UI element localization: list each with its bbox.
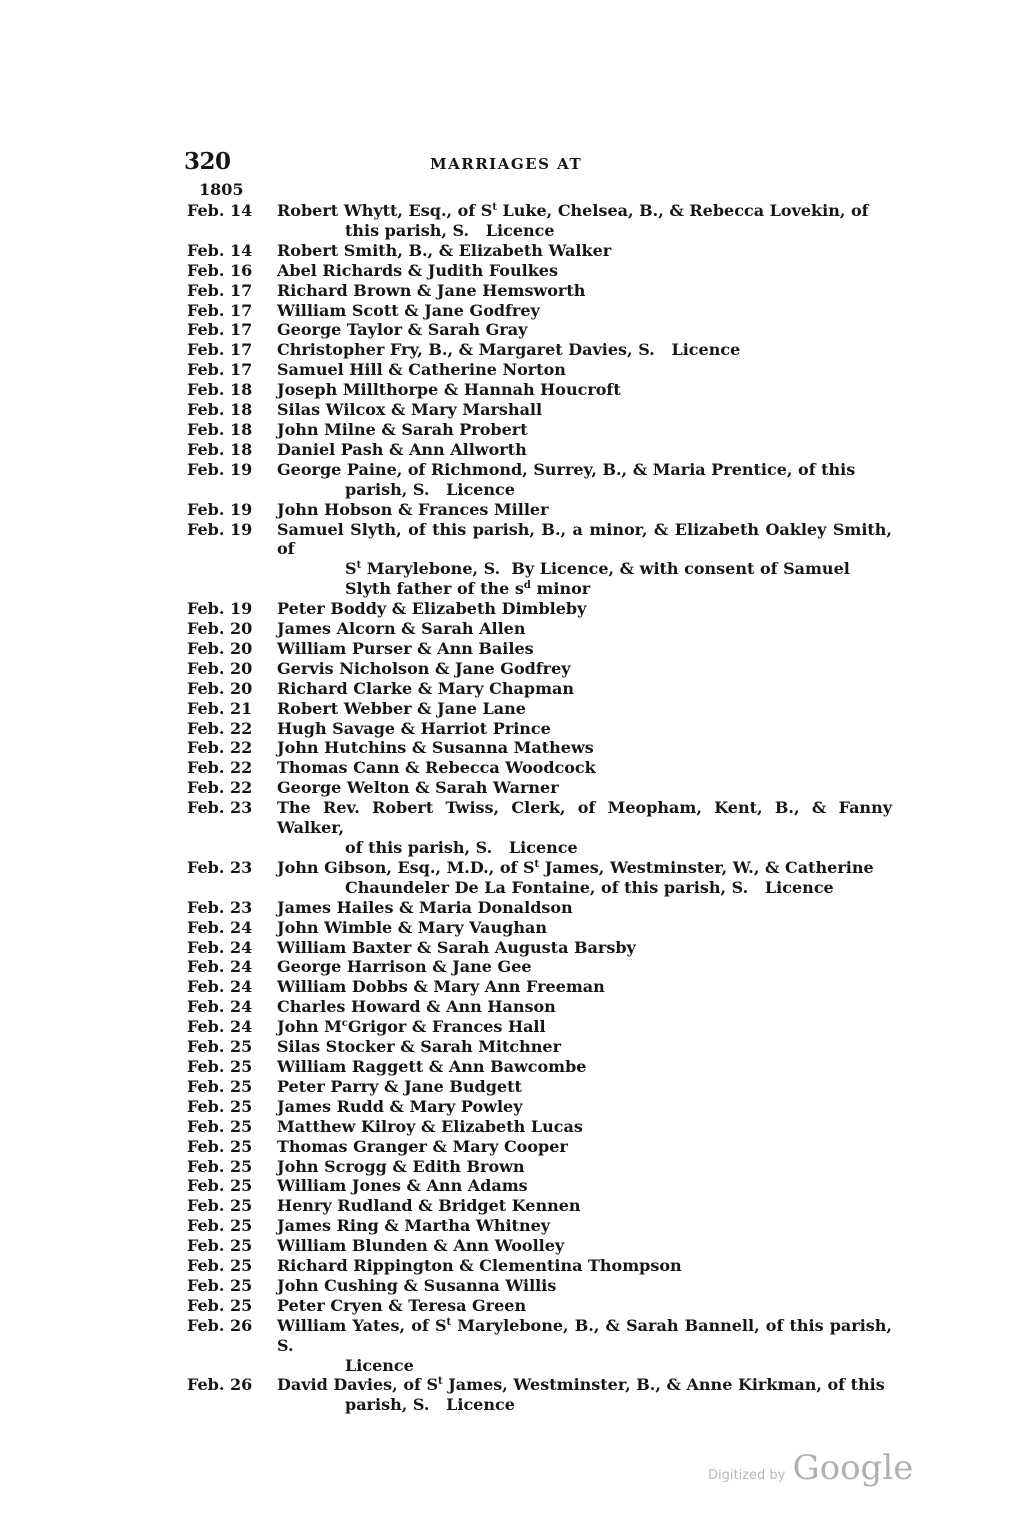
entry-date: Feb. 20: [187, 638, 253, 658]
marriage-entry: [187, 1157, 892, 1177]
entry-first-line: Robert Webber & Jane Lane: [277, 698, 526, 718]
marriage-entry: [187, 340, 892, 360]
entry-text: [277, 918, 892, 938]
entry-text: [277, 778, 892, 798]
marriage-entry: [187, 719, 892, 739]
entry-first-line: George Taylor & Sarah Gray: [277, 320, 528, 340]
entry-first-line: Peter Parry & Jane Budgett: [277, 1076, 522, 1096]
marriage-entry: [187, 1137, 892, 1157]
marriage-entry: [187, 1375, 892, 1415]
entry-date: Feb. 22: [187, 758, 253, 778]
entry-date: Feb. 24: [187, 1017, 253, 1037]
page-number: 320: [184, 148, 231, 175]
entry-first-line: John Gibson, Esq., M.D., of $S^t$ James, Westminster, W., & Catherine: [277, 857, 874, 877]
marriage-entry: [187, 778, 892, 798]
entry-first-line: Samuel Slyth, of this parish, B., a minor, & Elizabeth Oakley Smith, of: [277, 519, 892, 559]
entry-date: Feb. 19: [187, 459, 253, 479]
entry-text: [277, 201, 892, 241]
entry-text: [277, 241, 892, 261]
entry-date: Feb. 18: [187, 439, 253, 459]
entry-first-line: Richard Rippington & Clementina Thompson: [277, 1256, 682, 1276]
marriage-entry: [187, 679, 892, 699]
entry-text: [277, 619, 892, 639]
entry-date: Feb. 25: [187, 1275, 253, 1295]
entry-date: Feb. 25: [187, 1056, 253, 1076]
marriage-entry: [187, 1236, 892, 1256]
entry-text: [277, 360, 892, 380]
entry-continuation-line: Slyth father of the $s^d$ minor: [345, 579, 591, 599]
entry-date: Feb. 25: [187, 1037, 253, 1057]
marriage-entry: [187, 699, 892, 719]
entry-date: Feb. 17: [187, 280, 253, 300]
entry-text: [277, 500, 892, 520]
entry-first-line: Silas Wilcox & Mary Marshall: [277, 400, 543, 420]
entry-text: [277, 639, 892, 659]
marriage-entry: [187, 738, 892, 758]
marriage-entry: [187, 460, 892, 500]
marriage-entry: [187, 619, 892, 639]
marriage-entry: [187, 659, 892, 679]
entry-text: [277, 1196, 892, 1216]
entry-date: Feb. 25: [187, 1236, 253, 1256]
entry-date: Feb. 14: [187, 240, 253, 260]
marriage-entry: [187, 918, 892, 938]
superscript: t: [446, 1316, 452, 1328]
entry-text: [277, 1375, 892, 1415]
entry-text: [277, 380, 892, 400]
entry-first-line: Abel Richards & Judith Foulkes: [277, 260, 558, 280]
marriage-entry: [187, 898, 892, 918]
entry-text: [277, 898, 892, 918]
marriage-entry: [187, 858, 892, 898]
entry-date: Feb. 26: [187, 1315, 253, 1335]
entry-text: [277, 281, 892, 301]
superscript: d: [523, 580, 531, 592]
entry-first-line: George Welton & Sarah Warner: [277, 778, 559, 798]
marriage-entry: [187, 1256, 892, 1276]
marriage-entry: [187, 241, 892, 261]
entry-first-line: Gervis Nicholson & Jane Godfrey: [277, 658, 571, 678]
entry-date: Feb. 17: [187, 320, 253, 340]
marriage-entry: [187, 1037, 892, 1057]
marriage-entry: [187, 440, 892, 460]
entry-text: [277, 340, 892, 360]
entry-first-line: George Paine, of Richmond, Surrey, B., & Maria Prentice, of this: [277, 459, 856, 479]
entry-text: [277, 320, 892, 340]
entry-first-line: Hugh Savage & Harriot Prince: [277, 718, 551, 738]
entry-first-line: John Wimble & Mary Vaughan: [277, 917, 547, 937]
entry-text: [277, 659, 892, 679]
entry-first-line: William Scott & Jane Godfrey: [277, 300, 540, 320]
entry-text: [277, 758, 892, 778]
entry-first-line: Charles Howard & Ann Hanson: [277, 997, 556, 1017]
entry-text: [277, 1276, 892, 1296]
entry-text: [277, 938, 892, 958]
marriage-entry: [187, 281, 892, 301]
marriage-entry: [187, 261, 892, 281]
entry-first-line: David Davies, of $S^t$ James, Westminster, B., & Anne Kirkman, of this: [277, 1375, 885, 1395]
entry-date: Feb. 24: [187, 957, 253, 977]
marriage-entry: [187, 938, 892, 958]
marriage-entry: [187, 977, 892, 997]
entry-first-line: James Alcorn & Sarah Allen: [277, 619, 526, 639]
entry-date: Feb. 25: [187, 1196, 253, 1216]
entry-continuation-line: parish, S. Licence: [345, 479, 515, 499]
marriage-entry: [187, 360, 892, 380]
entry-first-line: Robert Whytt, Esq., of $S^t$ Luke, Chelsea, B., & Rebecca Lovekin, of: [277, 201, 869, 220]
entry-date: Feb. 25: [187, 1176, 253, 1196]
entry-continuation-line: Chaundeler De La Fontaine, of this parish, S. Licence: [345, 877, 834, 897]
marriage-entry: [187, 400, 892, 420]
entry-first-line: William Jones & Ann Adams: [277, 1176, 528, 1196]
entry-date: Feb. 24: [187, 917, 253, 937]
entry-date: Feb. 14: [187, 201, 253, 220]
entry-text: [277, 977, 892, 997]
entry-date: Feb. 22: [187, 718, 253, 738]
entry-first-line: Silas Stocker & Sarah Mitchner: [277, 1037, 562, 1057]
entry-date: Feb. 25: [187, 1116, 253, 1136]
entry-text: [277, 1236, 892, 1256]
entry-first-line: Henry Rudland & Bridget Kennen: [277, 1196, 581, 1216]
superscript: t: [534, 858, 540, 870]
entry-text: [277, 1017, 892, 1037]
marriage-entry: [187, 320, 892, 340]
marriage-entry: [187, 639, 892, 659]
entry-date: Feb. 24: [187, 977, 253, 997]
marriage-entry: [187, 1017, 892, 1037]
entry-first-line: James Ring & Martha Whitney: [277, 1216, 551, 1236]
entry-date: Feb. 16: [187, 260, 253, 280]
entry-first-line: William Baxter & Sarah Augusta Barsby: [277, 937, 636, 957]
marriage-entry: [187, 380, 892, 400]
superscript: t: [438, 1376, 443, 1388]
marriage-entry: [187, 1117, 892, 1137]
entry-text: [277, 1256, 892, 1276]
entry-first-line: Richard Clarke & Mary Chapman: [277, 678, 574, 698]
superscript: t: [356, 560, 362, 572]
entry-text: [277, 400, 892, 420]
entry-first-line: John $M^cGrigor$ & Frances Hall: [277, 1017, 546, 1037]
entry-date: Feb. 18: [187, 400, 253, 420]
entry-text: [277, 699, 892, 719]
entry-date: Feb. 25: [187, 1096, 253, 1116]
entry-date: Feb. 19: [187, 519, 253, 539]
entry-date: Feb. 20: [187, 658, 253, 678]
entry-date: Feb. 17: [187, 300, 253, 320]
entry-date: Feb. 23: [187, 857, 253, 877]
entry-first-line: The Rev. Robert Twiss, Clerk, of Meopham, Kent, B., & Fanny Walker,: [277, 798, 892, 838]
entry-continuation-line: this parish, S. Licence: [345, 220, 555, 240]
entry-continuation-line: $S^t$ Marylebone, S. By Licence, & with consent of Samuel: [345, 559, 850, 579]
marriage-entry: [187, 957, 892, 977]
entry-text: [277, 460, 892, 500]
entry-date: Feb. 25: [187, 1216, 253, 1236]
entry-text: [277, 1057, 892, 1077]
marriage-entry: [187, 1296, 892, 1316]
entry-first-line: James Hailes & Maria Donaldson: [277, 897, 573, 917]
entry-first-line: William Dobbs & Mary Ann Freeman: [277, 977, 605, 997]
entry-first-line: John Milne & Sarah Probert: [277, 419, 528, 439]
entry-text: [277, 1077, 892, 1097]
marriage-entry: [187, 420, 892, 440]
google-logo: Google: [792, 1448, 914, 1488]
entry-text: [277, 1316, 892, 1376]
entry-date: Feb. 24: [187, 997, 253, 1017]
marriage-entry: [187, 758, 892, 778]
entry-text: [277, 679, 892, 699]
entry-date: Feb. 25: [187, 1256, 253, 1276]
entry-first-line: Joseph Millthorpe & Hannah Houcroft: [277, 380, 621, 400]
marriage-entry: [187, 520, 892, 600]
entry-date: Feb. 17: [187, 360, 253, 380]
marriage-entry: [187, 1057, 892, 1077]
entry-first-line: Robert Smith, B., & Elizabeth Walker: [277, 240, 612, 260]
entry-first-line: Thomas Granger & Mary Cooper: [277, 1136, 568, 1156]
entry-text: [277, 261, 892, 281]
entry-text: [277, 301, 892, 321]
entry-date: Feb. 25: [187, 1136, 253, 1156]
entry-first-line: Daniel Pash & Ann Allworth: [277, 439, 527, 459]
entry-first-line: Thomas Cann & Rebecca Woodcock: [277, 758, 596, 778]
entry-text: [277, 957, 892, 977]
marriage-entry: [187, 1196, 892, 1216]
entry-date: Feb. 22: [187, 778, 253, 798]
entry-first-line: John Scrogg & Edith Brown: [277, 1156, 525, 1176]
entry-text: [277, 798, 892, 858]
entry-text: [277, 719, 892, 739]
entry-date: Feb. 20: [187, 678, 253, 698]
entry-text: [277, 738, 892, 758]
entry-date: Feb. 25: [187, 1076, 253, 1096]
entry-text: [277, 1296, 892, 1316]
marriage-entry: [187, 1077, 892, 1097]
superscript: t: [492, 202, 497, 213]
digitized-by-label: Digitized by: [708, 1468, 786, 1483]
entry-text: [277, 1137, 892, 1157]
entry-date: Feb. 20: [187, 619, 253, 639]
marriage-entry: [187, 500, 892, 520]
entry-first-line: Peter Cryen & Teresa Green: [277, 1295, 527, 1315]
entry-first-line: William Blunden & Ann Woolley: [277, 1236, 565, 1256]
marriage-entry: [187, 1216, 892, 1236]
entry-text: [277, 420, 892, 440]
entry-date: Feb. 23: [187, 897, 253, 917]
marriage-entry: [187, 798, 892, 858]
entry-text: [277, 440, 892, 460]
entry-continuation-line: Licence: [345, 1355, 414, 1375]
entry-text: [277, 997, 892, 1017]
marriage-entry: [187, 201, 892, 241]
entry-first-line: James Rudd & Mary Powley: [277, 1096, 523, 1116]
entry-date: Feb. 25: [187, 1295, 253, 1315]
entry-date: Feb. 22: [187, 738, 253, 758]
marriage-entry: [187, 997, 892, 1017]
entry-first-line: William Yates, of $S^t$ Marylebone, B., & Sarah Bannell, of this parish, S.: [277, 1315, 893, 1355]
entry-continuation-line: of this parish, S. Licence: [345, 838, 578, 857]
entry-text: [277, 1216, 892, 1236]
entry-date: Feb. 25: [187, 1156, 253, 1176]
marriage-entry: [187, 1316, 892, 1376]
marriage-entry: [187, 1097, 892, 1117]
entry-date: Feb. 18: [187, 419, 253, 439]
marriage-entry: [187, 1176, 892, 1196]
entry-text: [277, 1097, 892, 1117]
entry-text: [277, 1157, 892, 1177]
entry-date: Feb. 21: [187, 698, 253, 718]
entry-first-line: Richard Brown & Jane Hemsworth: [277, 280, 586, 300]
entry-first-line: Samuel Hill & Catherine Norton: [277, 360, 566, 380]
entry-date: Feb. 23: [187, 798, 253, 818]
entry-first-line: Christopher Fry, B., & Margaret Davies, S. Licence: [277, 340, 741, 360]
entry-text: [277, 1117, 892, 1137]
entry-first-line: George Harrison & Jane Gee: [277, 957, 532, 977]
entry-continuation-line: parish, S. Licence: [345, 1395, 515, 1415]
entry-first-line: John Hutchins & Susanna Mathews: [277, 738, 594, 758]
entry-date: Feb. 17: [187, 340, 253, 360]
entry-first-line: Matthew Kilroy & Elizabeth Lucas: [277, 1116, 583, 1136]
entry-text: [277, 1037, 892, 1057]
entry-date: Feb. 19: [187, 499, 253, 519]
entry-first-line: John Hobson & Frances Miller: [277, 499, 549, 519]
marriage-entry: [187, 599, 892, 619]
entry-date: Feb. 18: [187, 380, 253, 400]
entry-first-line: William Purser & Ann Bailes: [277, 638, 534, 658]
entry-date: Feb. 19: [187, 599, 253, 619]
marriage-entries-list: [187, 201, 892, 1415]
entry-date: Feb. 24: [187, 937, 253, 957]
entry-text: [277, 858, 892, 898]
year-heading: 1805: [199, 180, 244, 199]
entry-first-line: William Raggett & Ann Bawcombe: [277, 1056, 587, 1076]
entry-text: [277, 520, 892, 600]
superscript: c: [341, 1018, 348, 1030]
entry-first-line: John Cushing & Susanna Willis: [277, 1275, 557, 1295]
entry-text: [277, 599, 892, 619]
marriage-entry: [187, 301, 892, 321]
marriage-entry: [187, 1276, 892, 1296]
entry-date: Feb. 26: [187, 1375, 253, 1395]
entry-text: [277, 1176, 892, 1196]
entry-first-line: Peter Boddy & Elizabeth Dimbleby: [277, 599, 587, 619]
running-head: MARRIAGES AT: [430, 155, 583, 173]
digitized-by-watermark: [708, 1448, 913, 1488]
